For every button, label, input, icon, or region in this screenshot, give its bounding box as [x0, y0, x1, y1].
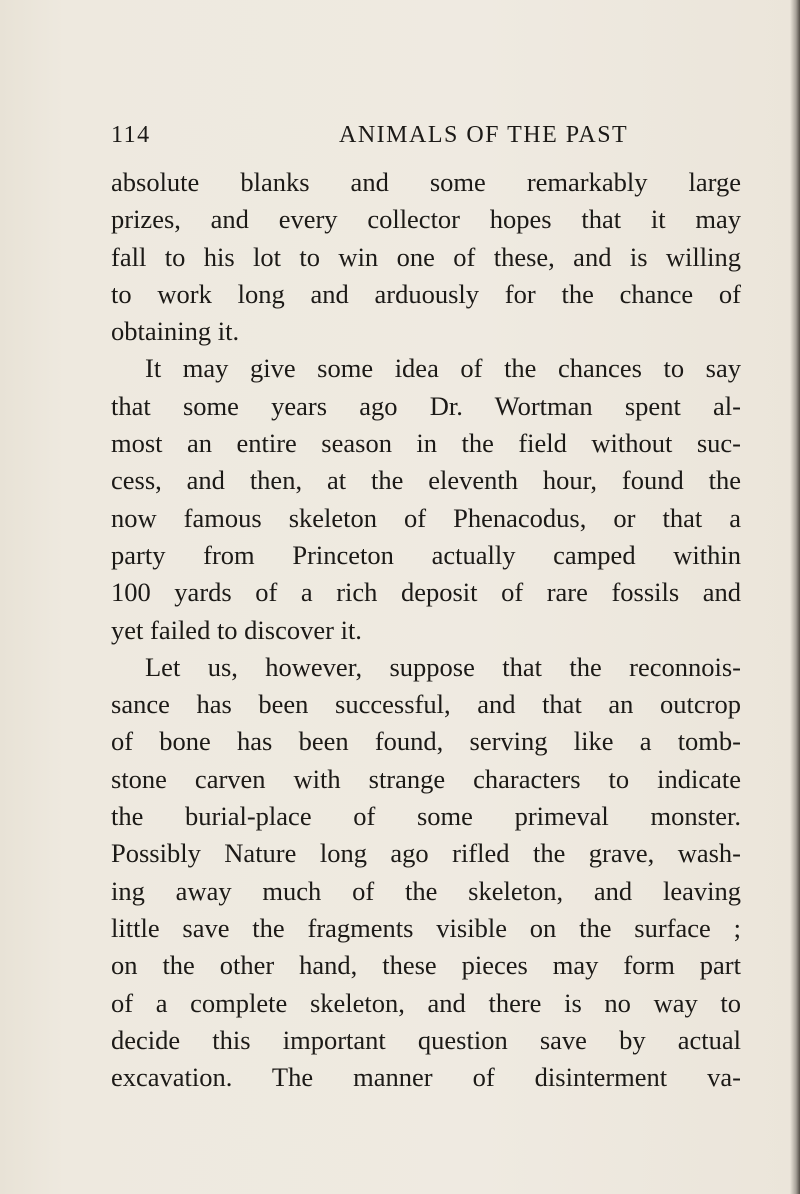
text-line: sance has been successful, and that an outcrop: [111, 689, 741, 720]
text-line: now famous skeleton of Phenacodus, or that a: [111, 502, 741, 533]
text-line: excavation. The manner of disinterment va-: [111, 1062, 741, 1093]
text-line: It may give some idea of the chances to say: [145, 353, 741, 384]
text-line: on the other hand, these pieces may form part: [111, 950, 741, 981]
text-line: Let us, however, suppose that the reconnois-: [145, 651, 741, 682]
text-line: yet failed to discover it.: [111, 614, 362, 645]
text-line: absolute blanks and some remarkably large: [111, 167, 741, 197]
text-line: little save the fragments visible on the surface ;: [111, 912, 741, 943]
page-edge-shadow: [790, 0, 800, 1194]
text-line: stone carven with strange characters to indicate: [111, 763, 741, 794]
page-number: 114: [111, 122, 151, 148]
text-line: ing away much of the skeleton, and leaving: [111, 875, 741, 906]
text-line: of a complete skeleton, and there is no way to: [111, 987, 741, 1018]
text-line: 100 yards of a rich deposit of rare fossils and: [111, 577, 741, 608]
text-line: party from Princeton actually camped within: [111, 539, 741, 570]
text-line: to work long and arduously for the chance of: [111, 278, 741, 309]
text-line: of bone has been found, serving like a tomb-: [111, 726, 741, 757]
text-line: prizes, and every collector hopes that it may: [111, 204, 741, 235]
page-header: [111, 122, 671, 152]
text-line: Possibly Nature long ago rifled the grave, wash-: [111, 838, 741, 869]
text-line: cess, and then, at the eleventh hour, found the: [111, 465, 741, 496]
body-text: [111, 164, 741, 1096]
text-line: the burial-place of some primeval monster.: [111, 801, 741, 832]
text-line: decide this important question save by actual: [111, 1024, 741, 1055]
text-line: fall to his lot to win one of these, and is willing: [111, 241, 741, 272]
text-line: obtaining it.: [111, 316, 240, 347]
text-line: most an entire season in the field without suc-: [111, 428, 741, 459]
text-line: that some years ago Dr. Wortman spent al-: [111, 390, 741, 421]
running-head: ANIMALS OF THE PAST: [339, 122, 629, 148]
